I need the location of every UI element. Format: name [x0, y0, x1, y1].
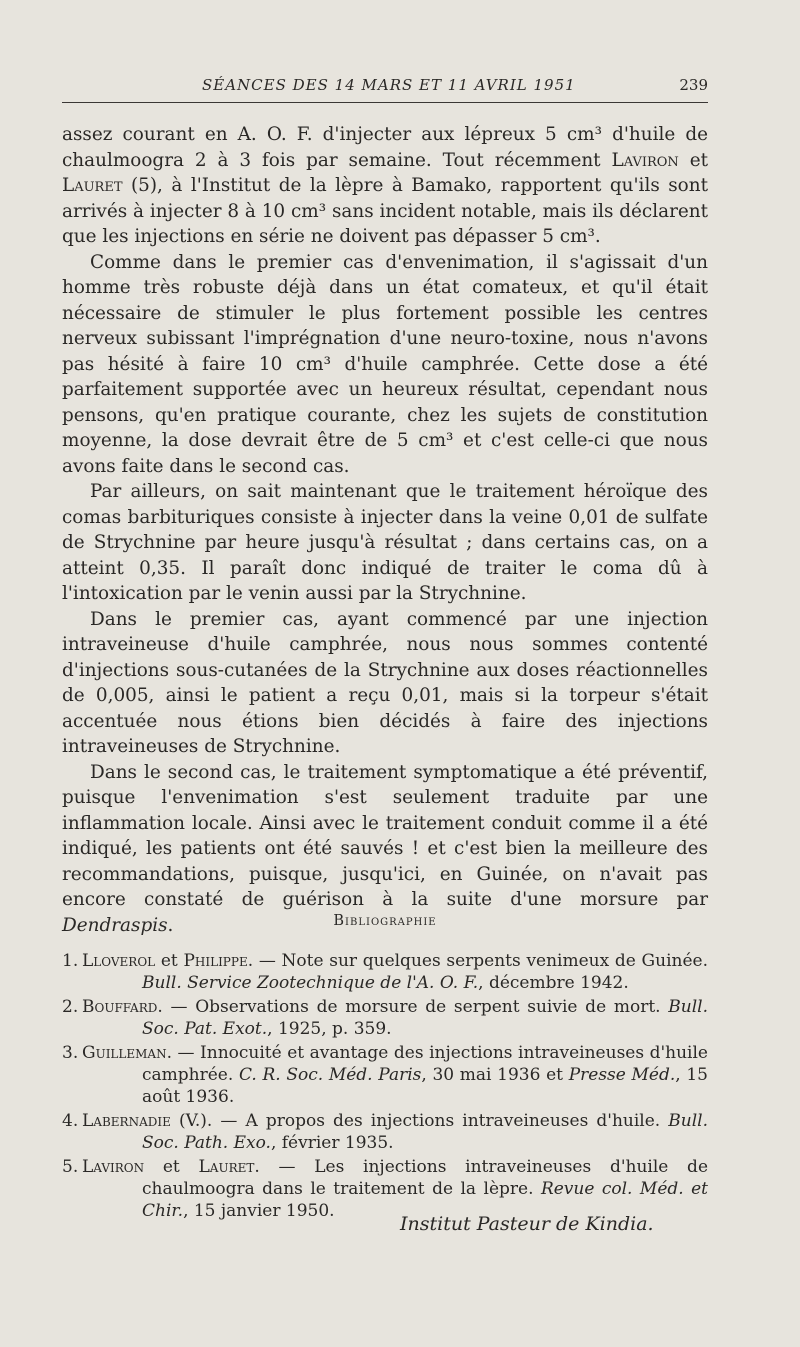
reference-date: , 15 août 1936.: [142, 1065, 709, 1108]
affiliation-signature: Institut Pasteur de Kindia.: [400, 1213, 654, 1235]
bibliography-heading: Bibliographie: [333, 913, 437, 929]
text-run: assez courant en A. O. F. d'injecter aux lépreux 5 cm³ d'huile de chaulmoogra 2 à 3 fois par semaine. Tout récemment: [62, 124, 708, 171]
reference-journal: Presse Méd.: [568, 1065, 676, 1086]
reference-date: , 30 mai 1936 et: [421, 1065, 569, 1086]
reference-number: 3.: [62, 1042, 79, 1063]
reference-number: 1.: [62, 951, 79, 971]
reference-number: 5.: [62, 1156, 79, 1177]
author-name: Laviron: [611, 149, 679, 171]
species-name: Dendraspis: [62, 914, 168, 936]
page-number: 239: [679, 76, 708, 94]
reference-item: [62, 1110, 708, 1155]
reference-journal: Bull. Soc. Pat. Exot.: [142, 996, 708, 1040]
reference-title: . — Observations de morsure de serpent suivie de mort.: [157, 996, 669, 1017]
text-run: et: [678, 149, 708, 171]
text-run: Dans le second cas, le traitement symptomatique a été préventif, puisque l'envenimation s'est seulement traduite par une inflammation locale. Ainsi avec le traitement conduit comme il a été indiqué, les patients ont été sauvés ! et c'est bien la meilleure des recommandations, puisque, jusqu'ici, en Guinée, on n'avait pas encore constaté de guérison à la suite d'une morsure par: [62, 761, 708, 910]
reference-author: Philippe: [183, 951, 248, 971]
reference-item: [62, 950, 708, 995]
reference-journal: Revue col. Méd. et Chir.: [142, 1179, 709, 1222]
reference-date: , 15 janvier 1950.: [183, 1201, 335, 1222]
reference-date: , décembre 1942.: [478, 973, 629, 994]
text-run: et: [144, 1156, 199, 1177]
paragraph-5: [62, 760, 708, 939]
reference-journal: Bull. Service Zootechnique de l'A. O. F.: [142, 973, 479, 994]
reference-item: [62, 996, 708, 1041]
reference-journal: Bull. Soc. Path. Exo.: [142, 1110, 708, 1154]
running-title: SÉANCES DES 14 MARS ET 11 AVRIL 1951: [202, 76, 576, 94]
text-run: .: [167, 914, 174, 936]
reference-author: Labernadie: [82, 1110, 171, 1131]
running-header: [62, 76, 708, 103]
reference-number: 2.: [62, 996, 79, 1017]
reference-author: Bouffard: [82, 996, 158, 1017]
paragraph-2: Comme dans le premier cas d'envenimation, il s'agissait d'un homme très robuste déjà dans un état comateux, et qu'il était nécessaire de stimuler le plus fortement possible les centres nerveux subissant l'imprégnation d'une neuro-toxine, nous n'avons pas hésité à faire 10 cm³ d'huile camphrée. Cette dose a été parfaitement supportée avec un heureux résultat, cependant nous pensons, qu'en pratique courante, chez les sujets de constitution moyenne, la dose devrait être de 5 cm³ et c'est celle-ci que nous avons faite dans le second cas.: [62, 251, 708, 477]
paragraph-4: Dans le premier cas, ayant commencé par une injection intraveineuse d'huile camphrée, nous nous sommes contenté d'injections sous-cutanées de la Strychnine aux doses réactionnelles de 0,005, ainsi le patient a reçu 0,01, mais si la torpeur s'était accentuée nous étions bien décidés à faire des injections intraveineuses de Strychnine.: [62, 608, 708, 757]
author-name: Lauret: [62, 175, 123, 196]
text-run: et: [155, 951, 184, 971]
reference-title: . — Innocuité et avantage des injections intraveineuses d'huile camphrée.: [142, 1042, 708, 1086]
reference-date: , février 1935.: [270, 1133, 394, 1154]
reference-item: [62, 1042, 708, 1109]
bibliography-list: [62, 950, 708, 1224]
reference-author: Lloverol: [82, 951, 156, 971]
reference-author: Lauret: [198, 1156, 255, 1177]
reference-title: (V.). — A propos des injections intraveineuses d'huile.: [170, 1110, 669, 1131]
paragraph-3: Par ailleurs, on sait maintenant que le traitement héroïque des comas barbituriques consiste à injecter dans la veine 0,01 de sulfate de Strychnine par heure jusqu'à résultat ; dans certains cas, on a atteint 0,35. Il paraît donc indiqué de traiter le coma dû à l'intoxication par le venin aussi par la Strychnine.: [62, 481, 708, 604]
reference-author: Laviron: [82, 1156, 145, 1177]
text-run: (5), à l'Institut de la lèpre à Bamako, rapportent qu'ils sont arrivés à injecter 8 à 10 cm³ sans incident notable, mais ils déclarent que les injections en série ne doivent pas dépasser 5 cm³.: [62, 175, 708, 247]
reference-author: Guilleman: [82, 1042, 167, 1063]
reference-date: , 1925, p. 359.: [267, 1019, 392, 1040]
reference-title: . — Les injections intraveineuses d'huile de chaulmoogra dans le traitement de la lèpre.: [142, 1156, 709, 1200]
article-body: [62, 122, 708, 938]
reference-journal: C. R. Soc. Méd. Paris: [238, 1065, 422, 1086]
reference-title: . — Note sur quelques serpents venimeux de Guinée.: [247, 951, 708, 971]
paragraph-1: [62, 122, 708, 250]
reference-number: 4.: [62, 1110, 79, 1131]
